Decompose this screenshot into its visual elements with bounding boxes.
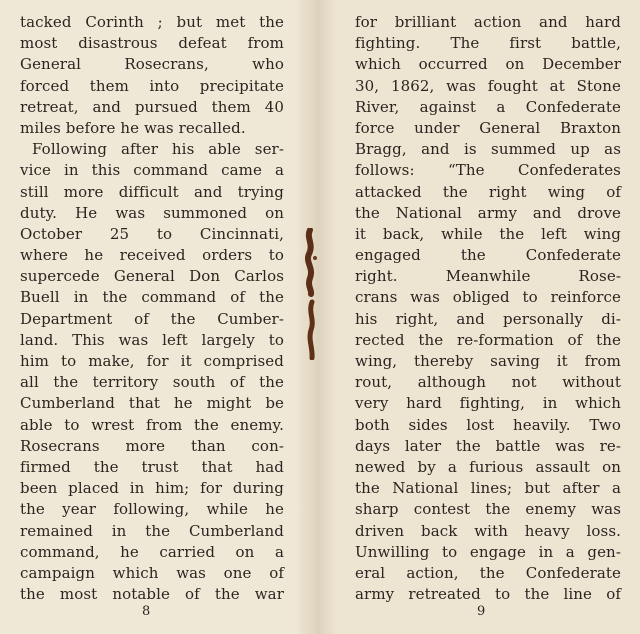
text-line: his right, and personally di- [355,309,621,328]
text-line: the year following, while he [20,500,284,519]
text-line: where he received orders to [20,246,284,265]
page-number: 9 [477,604,486,619]
text-line: force under General Braxton [355,118,621,137]
page-number: 8 [142,604,151,619]
text-line: Buell in the command of the [20,288,284,307]
text-line: both sides lost heavily. Two [355,415,621,434]
right-text-column [355,12,621,605]
text-line: wing, thereby saving it from [355,352,621,370]
text-line: Department of the Cumber- [20,309,284,328]
text-line: firmed the trust that had [20,457,284,476]
text-line: most disastrous defeat from [20,34,284,53]
text-line: Cumberland that he might be [20,394,284,413]
text-line: miles before he was recalled. [20,118,246,137]
text-line: 30, 1862, was fought at Stone [355,76,621,95]
binding-thread-stain [300,228,326,360]
text-line: him to make, for it comprised [20,352,284,370]
text-line: eral action, the Confederate [355,563,621,582]
text-line: Following after his able ser- [32,140,284,159]
text-line: the National lines; but after a [355,479,621,498]
text-line: been placed in him; for during [20,479,284,498]
right-page [300,0,640,634]
text-line: engaged the Confederate [355,246,621,265]
text-line: follows: “The Confederates [355,161,621,180]
text-line: able to wrest from the enemy. [20,415,284,434]
text-line: tacked Corinth ; but met the [20,13,284,31]
text-line: newed by a furious assault on [355,457,621,476]
text-line: all the territory south of the [20,373,284,392]
text-line: days later the battle was re- [355,436,621,455]
text-line: supercede General Don Carlos [20,267,284,286]
text-line: it back, while the left wing [355,224,621,243]
text-line: rected the re-formation of the [355,330,621,349]
text-line: command, he carried on a [20,542,284,561]
text-line: right. Meanwhile Rose- [355,267,621,286]
text-line: October 25 to Cincinnati, [20,224,284,243]
left-page [0,0,300,634]
text-line: which occurred on December [355,55,621,74]
text-line: for brilliant action and hard [355,13,621,31]
text-line: fighting. The first battle, [355,34,621,53]
text-line: vice in this command came a [20,161,284,180]
text-line: retreat, and pursued them 40 [20,97,284,116]
text-line: Unwilling to engage in a gen- [355,542,621,561]
text-line: remained in the Cumberland [20,521,284,540]
text-line: attacked the right wing of [355,182,621,201]
text-line: forced them into precipitate [20,76,284,95]
text-line: River, against a Confederate [355,97,621,116]
text-line: General Rosecrans, who [20,55,284,74]
text-line: crans was obliged to reinforce [355,288,621,307]
text-line: army retreated to the line of [355,585,621,604]
left-text-column [20,12,284,605]
text-line: the National army and drove [355,203,621,222]
text-line: campaign which was one of [20,563,284,582]
text-line: driven back with heavy loss. [355,521,621,540]
text-line: Rosecrans more than con- [20,436,284,455]
text-line: land. This was left largely to [20,330,284,349]
text-line: sharp contest the enemy was [355,500,621,519]
text-line: still more difficult and trying [20,182,284,201]
text-line: very hard fighting, in which [355,394,621,413]
text-line: duty. He was summoned on [20,203,284,222]
text-line: the most notable of the war [20,585,284,604]
text-line: rout, although not without [355,373,621,392]
text-line: Bragg, and is summed up as [355,140,621,159]
